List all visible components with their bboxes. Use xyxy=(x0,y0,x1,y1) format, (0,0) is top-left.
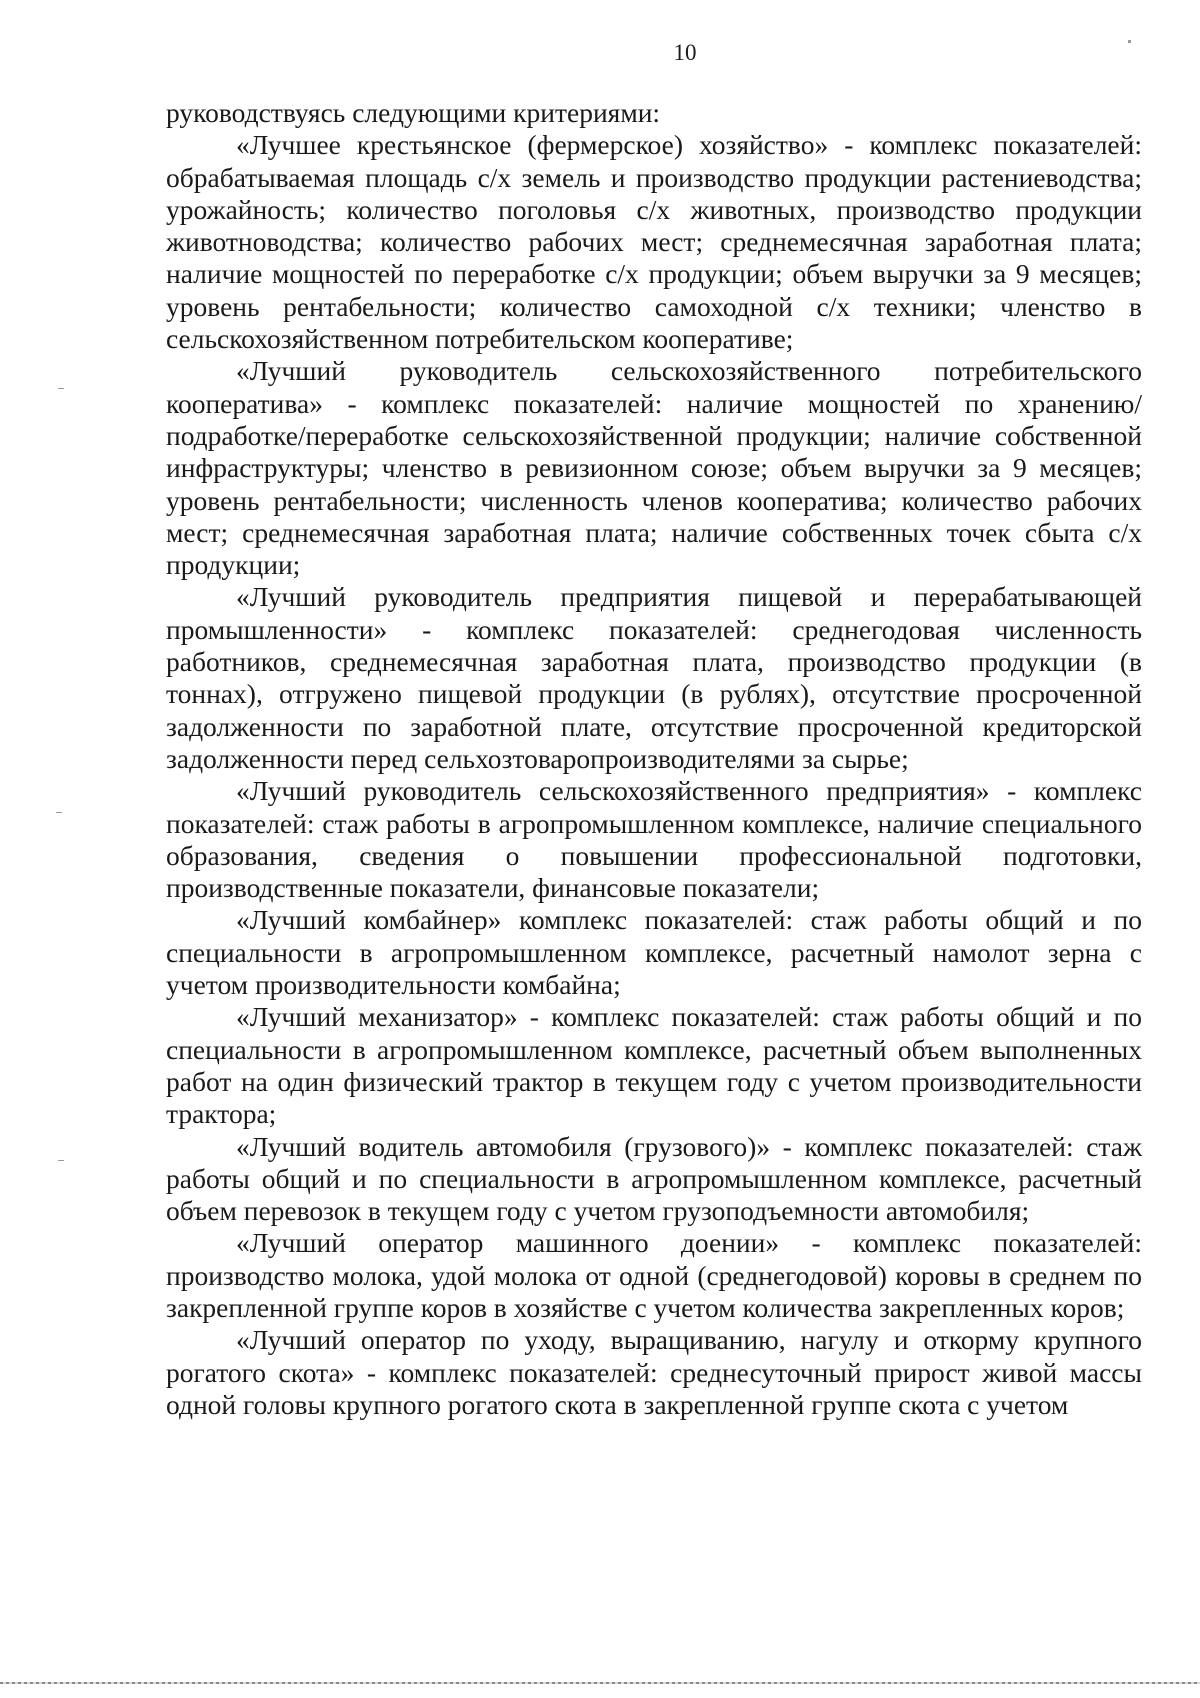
paragraph-best-coop-leader: «Лучший руководитель сельскохозяйственного потребительского кооператива» - комплекс показателей: наличие мощностей по хранению/подработке/переработке сельскохозяйственной продукции; наличие собственной инфраструктуры; членство в ревизионном союзе; объем выручки за 9 месяцев; уровень рентабельности; численность членов кооператива; количество рабочих мест; среднемесячная заработная плата; наличие собственных точек сбыта с/х продукции; xyxy=(166,355,1142,581)
scan-bottom-edge xyxy=(0,1682,1200,1684)
scan-mark xyxy=(58,388,64,389)
paragraph-best-cattle-operator: «Лучший оператор по уходу, выращиванию, нагулу и откорму крупного рогатого скота» - комплекс показателей: среднесуточный прирост живой массы одной головы крупного рогатого скота в закрепленной группе скота с учетом xyxy=(166,1324,1142,1420)
paragraph-best-combine-operator: «Лучший комбайнер» комплекс показателей: стаж работы общий и по специальности в агропромышленном комплексе, расчетный намолот зерна с учетом производительности комбайна; xyxy=(166,904,1142,1001)
scan-mark xyxy=(1128,40,1131,43)
scan-mark xyxy=(56,812,62,813)
paragraph-best-agri-enterprise-leader: «Лучший руководитель сельскохозяйственного предприятия» - комплекс показателей: стаж работы в агропромышленном комплексе, наличие специального образования, сведения о повышении профессиональной подготовки, производственные показатели, финансовые показатели; xyxy=(166,775,1142,904)
paragraph-best-farm: «Лучшее крестьянское (фермерское) хозяйство» - комплекс показателей: обрабатываемая площадь с/х земель и производство продукции растениеводства; урожайность; количество поголовья с/х животных, производство продукции животноводства; количество рабочих мест; среднемесячная заработная плата; наличие мощностей по переработке с/х продукции; объем выручки за 9 месяцев; уровень рентабельности; количество самоходной с/х техники; членство в сельскохозяйственном потребительском кооперативе; xyxy=(166,129,1142,355)
paragraph-best-truck-driver: «Лучший водитель автомобиля (грузового)» - комплекс показателей: стаж работы общий и по специальности в агропромышленном комплексе, расчетный объем перевозок в текущем году с учетом грузоподъемности автомобиля; xyxy=(166,1130,1142,1227)
paragraph-best-milking-operator: «Лучший оператор машинного доении» - комплекс показателей: производство молока, удой молока от одной (среднегодовой) коровы в среднем по закрепленной группе коров в хозяйстве с учетом количества закрепленных коров; xyxy=(166,1227,1142,1323)
page-number: 10 xyxy=(673,40,697,65)
paragraph-best-machine-operator: «Лучший механизатор» - комплекс показателей: стаж работы общий и по специальности в агропромышленном комплексе, расчетный объем выполненных работ на один физический трактор в текущем году с учетом производительности трактора; xyxy=(166,1001,1142,1130)
document-body xyxy=(166,97,1142,1421)
paragraph-intro: руководствуясь следующими критериями: xyxy=(166,97,661,128)
paragraph-best-food-industry-leader: «Лучший руководитель предприятия пищевой и перерабатывающей промышленности» - комплекс показателей: среднегодовая численность работников, среднемесячная заработная плата, производство продукции (в тоннах), отгружено пищевой продукции (в рублях), отсутствие просроченной задолженности по заработной плате, отсутствие просроченной кредиторской задолженности перед сельхозтоваропроизводителями за сырье; xyxy=(166,581,1142,774)
scan-mark xyxy=(58,1160,64,1161)
